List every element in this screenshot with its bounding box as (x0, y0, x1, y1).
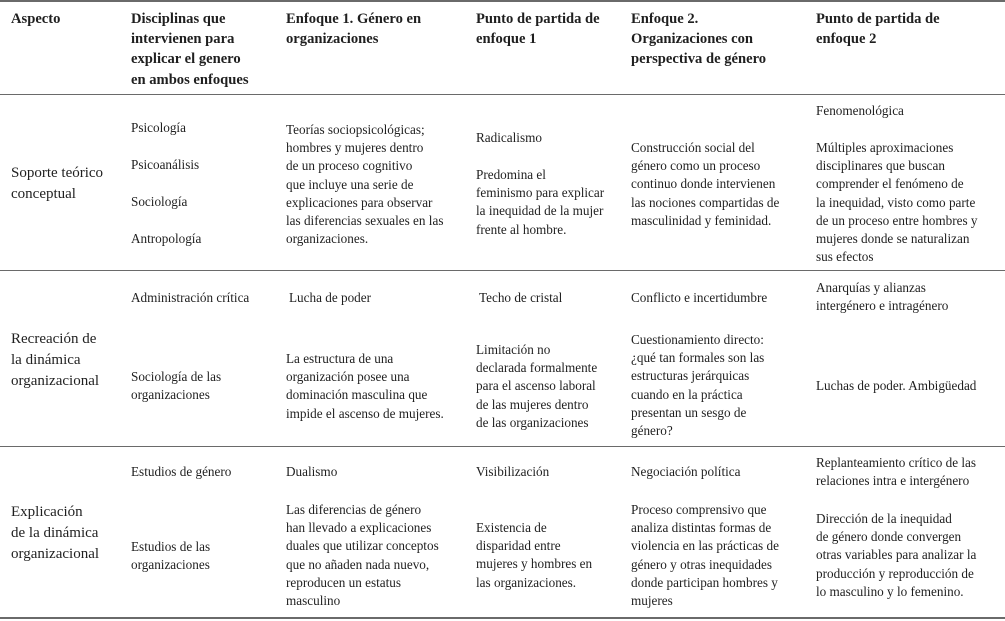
punto-partida-2-text: Dirección de la inequidad de género donde convergen otras variables para analizar la producción y reproducción de lo masculino y lo femenino. (816, 511, 977, 599)
discipline-item: Psicoanálisis (131, 157, 200, 172)
header-punto-partida-2: Punto de partida de enfoque 2 (816, 11, 940, 48)
punto-partida-1-text: Existencia de disparidad entre mujeres y hombres en las organizaciones. (476, 520, 593, 590)
header-aspecto: Aspecto (11, 11, 61, 27)
header-bottom-rule (0, 94, 1005, 95)
punto-partida-1-text: Predomina el feminismo para explicar la inequidad de la mujer frente al hombre. (476, 167, 605, 237)
punto-partida-2-title: Anarquías y alianzas intergénero e intragénero (816, 280, 949, 314)
punto-partida-1-title: Radicalismo (476, 130, 542, 145)
enfoque-2-text: Cuestionamiento directo: ¿qué tan formales son las estructuras jerárquicas cuando en la práctica presentan un sesgo de género? (631, 332, 765, 439)
enfoque-2-title: Conflicto e incertidumbre (631, 290, 768, 305)
punto-partida-2-title: Fenomenológica (816, 103, 904, 118)
row-aspecto: Recreación de la dinámica organizacional (11, 331, 100, 389)
enfoque-1-title: Dualismo (286, 464, 338, 479)
punto-partida-1-title: Visibilización (476, 464, 550, 479)
header-enfoque-2: Enfoque 2. Organizaciones con perspectiva de género (631, 11, 767, 68)
punto-partida-2-text: Múltiples aproximaciones disciplinares que buscan comprender el fenómeno de la inequidad, visto como parte de un proceso entre hombres y mujeres donde se naturalizan sus efectos (816, 140, 978, 265)
discipline-item: Psicología (131, 120, 186, 135)
row-aspecto: Explicación de la dinámica organizacional (11, 504, 100, 562)
table-bottom-rule (0, 617, 1005, 619)
header-disciplinas: Disciplinas que intervienen para explicar el genero en ambos enfoques (131, 11, 249, 88)
discipline-item: Estudios de las organizaciones (131, 539, 211, 573)
discipline-item: Sociología de las organizaciones (131, 369, 222, 403)
enfoque-1-title: Lucha de poder (289, 290, 372, 305)
discipline-item: Administración crítica (131, 290, 250, 305)
row-aspecto: Soporte teórico conceptual (11, 165, 104, 202)
header-enfoque-1: Enfoque 1. Género en organizaciones (286, 11, 422, 48)
discipline-item: Sociología (131, 194, 188, 209)
row-1-bottom-rule (0, 270, 1005, 271)
header-punto-partida-1: Punto de partida de enfoque 1 (476, 11, 600, 48)
enfoque-1-text: Teorías sociopsicológicas; hombres y mujeres dentro de un proceso cognitivo que incluye una serie de explicaciones para observar las diferencias sexuales en las organizaciones. (286, 122, 444, 247)
enfoque-1-text: La estructura de una organización posee una dominación masculina que impide el ascenso de mujeres. (286, 351, 444, 421)
enfoque-2-text: Proceso comprensivo que analiza distintas formas de violencia en las prácticas de género y otras inequidades donde participan hombres y mujeres (631, 502, 779, 609)
punto-partida-1-title: Techo de cristal (479, 290, 563, 305)
row-2-bottom-rule (0, 446, 1005, 447)
discipline-item: Antropología (131, 231, 202, 246)
punto-partida-1-text: Limitación no declarada formalmente para el ascenso laboral de las mujeres dentro de las organizaciones (476, 342, 598, 430)
discipline-item: Estudios de género (131, 464, 232, 479)
punto-partida-2-title: Replanteamiento crítico de las relaciones intra e intergénero (816, 455, 977, 489)
punto-partida-2-text: Luchas de poder. Ambigüedad (816, 378, 977, 393)
enfoque-2-title: Negociación política (631, 464, 741, 479)
enfoque-1-text: Las diferencias de género han llevado a explicaciones duales que utilizar conceptos que no añaden nada nuevo, reproducen un estatus masculino (286, 502, 439, 609)
table-top-rule (0, 0, 1005, 2)
enfoque-2-text: Construcción social del género como un proceso continuo donde intervienen las nociones compartidas de masculinidad y feminidad. (631, 140, 780, 228)
